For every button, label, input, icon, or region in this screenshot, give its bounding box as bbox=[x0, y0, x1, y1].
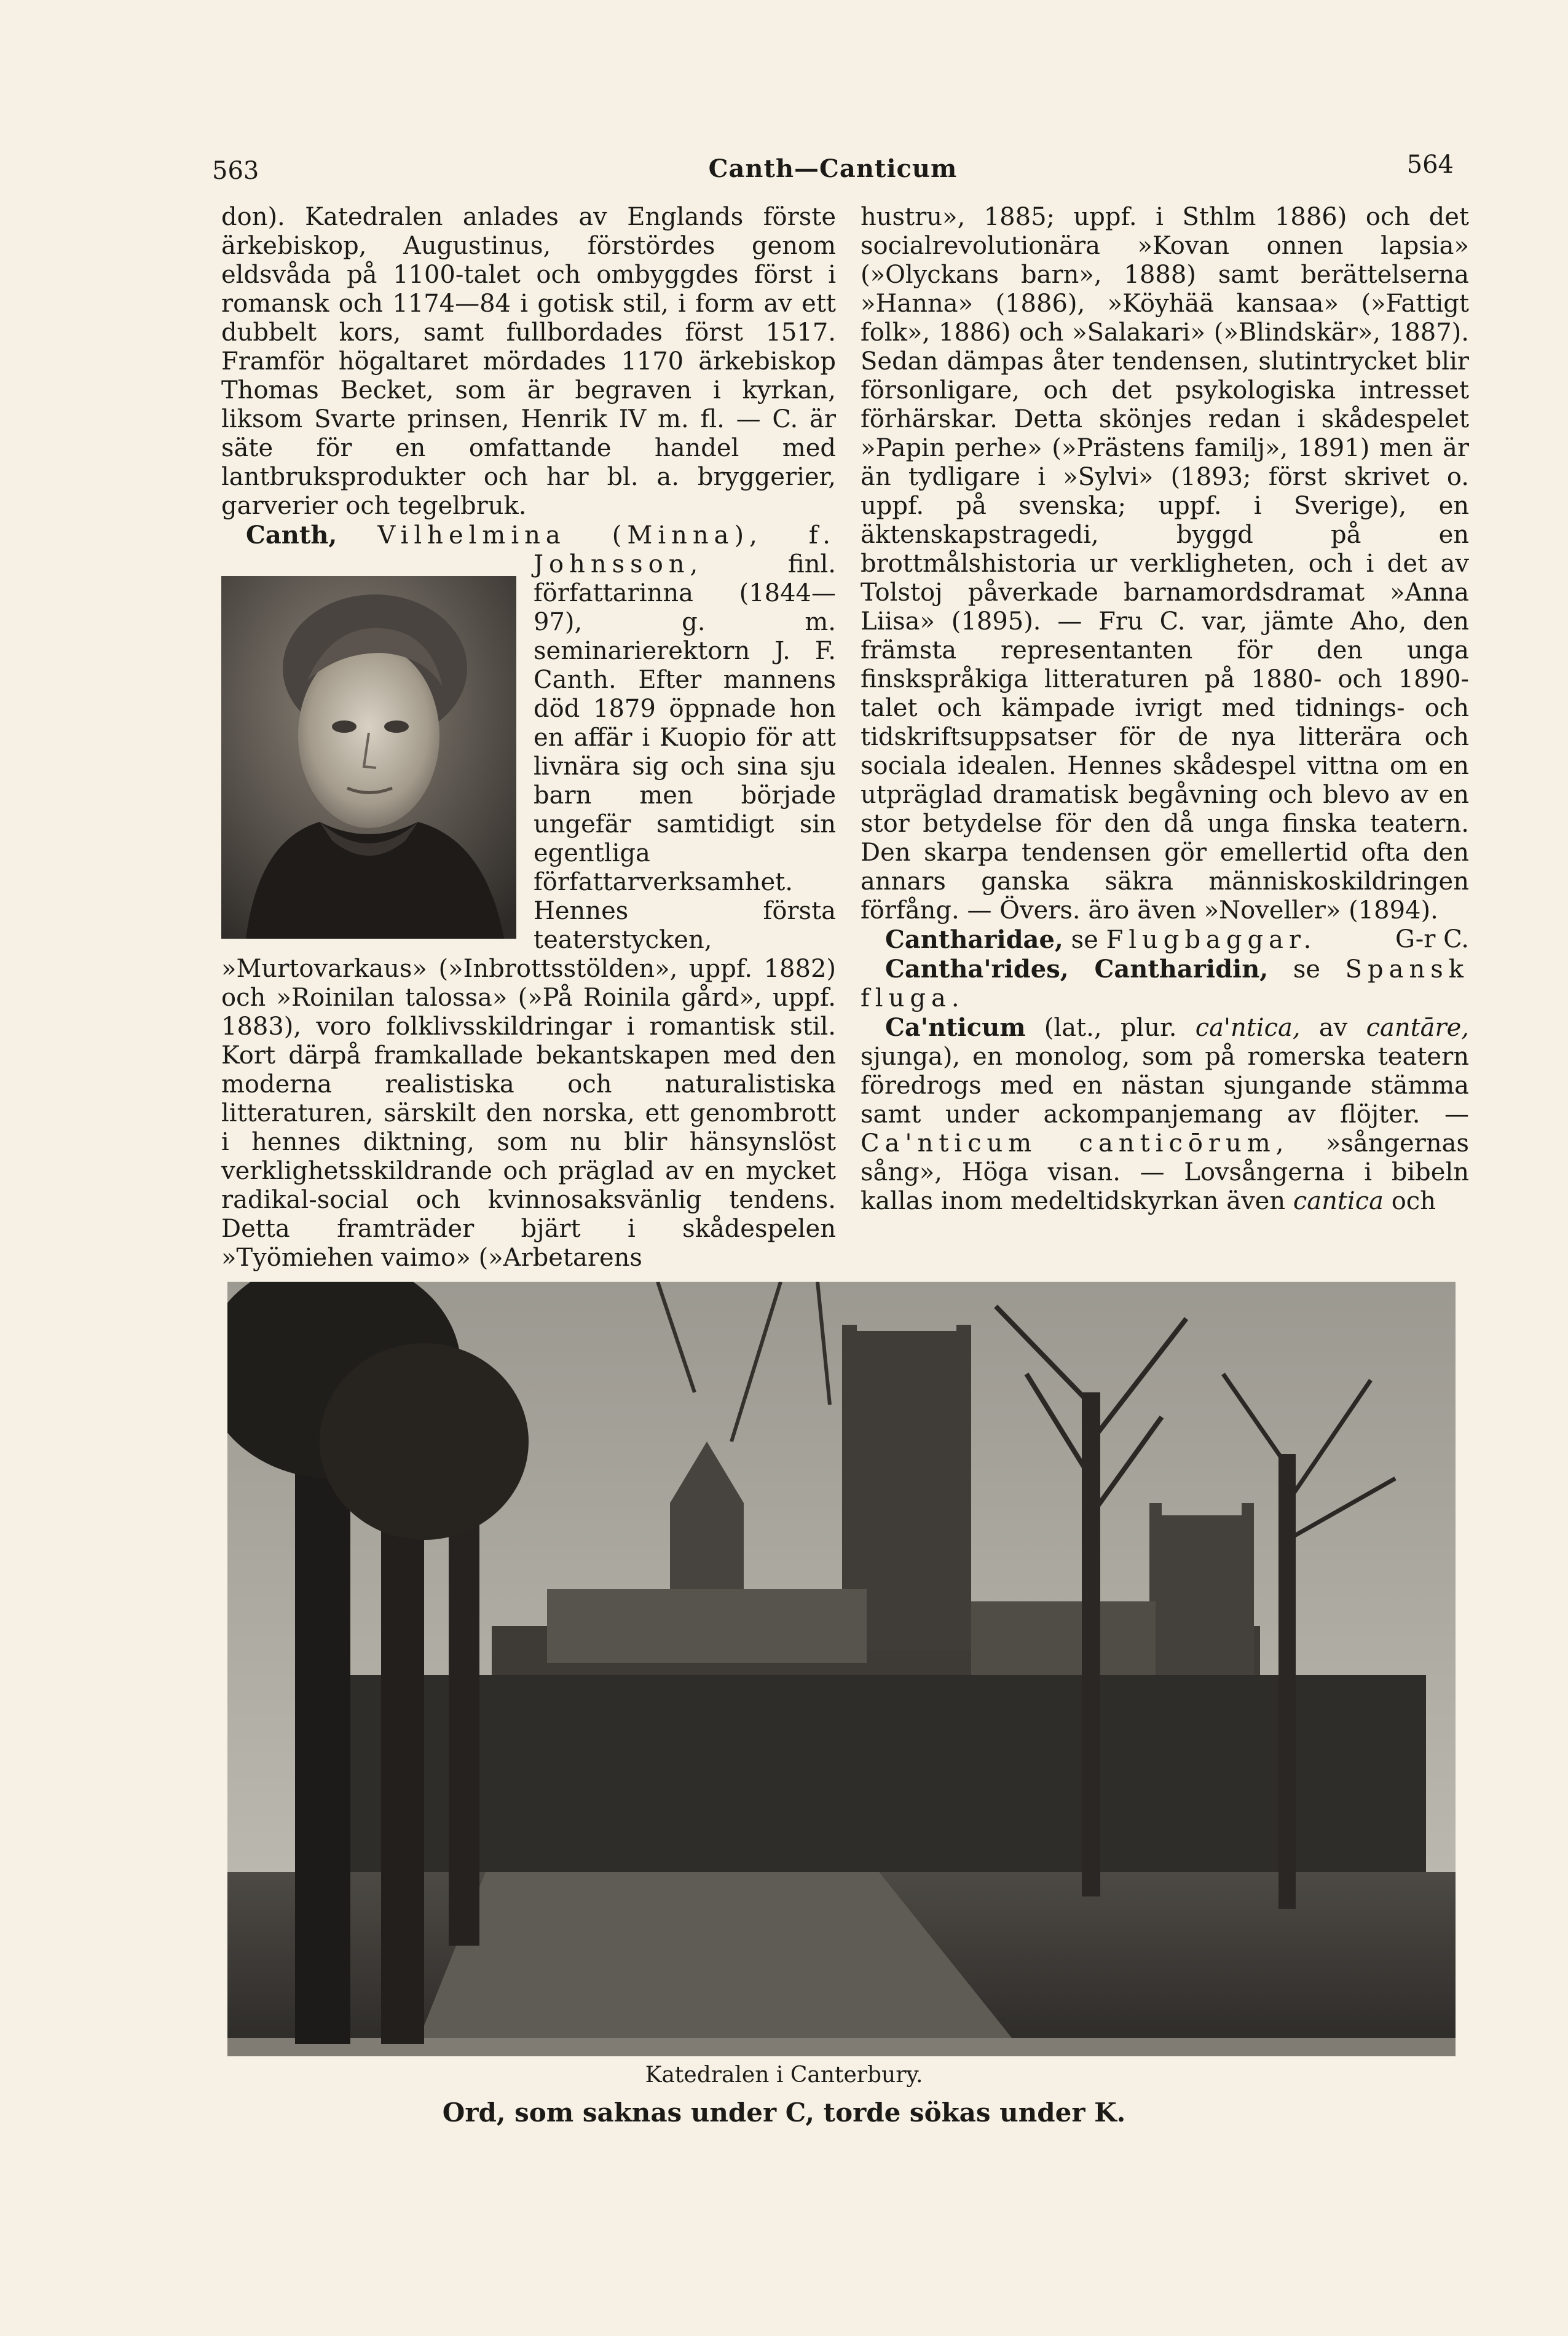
left-column bbox=[221, 203, 836, 1273]
canticum-entry bbox=[861, 1013, 1469, 1216]
canticum-cantica: cantica bbox=[1293, 1187, 1384, 1215]
canticum-text-c: av bbox=[1318, 1014, 1348, 1042]
running-header bbox=[212, 151, 1454, 194]
canth-headword: Canth, bbox=[246, 521, 337, 550]
canticum-text-a: (lat., plur. bbox=[1044, 1014, 1177, 1042]
left-page-number: 563 bbox=[212, 157, 259, 185]
cantharidae-entry bbox=[861, 925, 1469, 955]
canticum-text-i: och bbox=[1391, 1187, 1436, 1215]
canterbury-continuation: don). Katedralen anlades av Englands förste ärkebiskop, Augustinus, förstördes genom eldsvåda på 1100-talet och ombyggdes först i romansk och 1174—84 i gotisk stil, i form av ett dubbelt kors, samt fullbordades först 1517. Framför högaltaret mördades 1170 ärkebiskop Thomas Becket, som är begraven i kyrkan, liksom Svarte prinsen, Henrik IV m. fl. — C. är säte för en omfattande handel med lantbruksprodukter och har bl. a. bryggerier, garverier och tegelbruk. bbox=[221, 203, 836, 520]
canth-text: finl. författarinna (1844—97), g. m. seminarierektorn J. F. Canth. Efter mannens död 1879 öppnade hon en affär i Kuopio för att livnära sig och sina sju barn men började ungefär samtidigt sin egentliga författarverksamhet. Hennes första teaterstycken, »Murtovarkaus» (»Inbrottsstölden», uppf. 1882) och »Roinilan talossa» (»På Roinila gård», uppf. 1883), voro folklivsskildringar i romantisk stil. Kort därpå framkallade bekantskapen med den moderna realistiska och naturalistiska litteraturen, särskilt den norska, ett genombrott i hennes diktning, som nu blir hänsynslöst verklighetsskildrande och präglad av en mycket radikal-social och kvinnosaksvänlig tendens. Detta framträder bjärt i skådespelen »Työmiehen vaimo» (»Arbetarens bbox=[221, 550, 836, 1272]
canticum-text-e: sjunga), en monolog, som på romerska teatern föredrogs med en nästan sjungande stämma samt under ackompanjemang av flöjter. — bbox=[861, 1043, 1469, 1129]
cantharides-entry bbox=[861, 955, 1469, 1013]
cantharides-see: se bbox=[1293, 955, 1321, 984]
header-title: Canth—Canticum bbox=[708, 154, 958, 183]
canticum-text-g: »sångernas sång», Höga visan. — Lovsångerna i bibeln kallas inom medeltidskyrkan även bbox=[861, 1129, 1469, 1215]
cantharidae-headword: Cantharidae, bbox=[885, 925, 1063, 954]
canth-entry bbox=[221, 521, 836, 1273]
cantharides-headword: Cantha'rides, Cantharidin, bbox=[885, 955, 1269, 984]
footer-notice: Ord, som saknas under C, torde sökas under K. bbox=[442, 2097, 1126, 2128]
figure-caption: Katedralen i Canterbury. bbox=[645, 2062, 923, 2088]
cantharidae-see: se bbox=[1071, 926, 1098, 954]
canth-continuation-text: hustru», 1885; uppf. i Sthlm 1886) och det socialrevolutionära »Kovan onnen lapsia» (»Olyckans barn», 1888) samt berättelserna »Hanna» (1886), »Köyhää kansaa» (»Fattigt folk», 1886) och »Salakari» (»Blindskär», 1887). Sedan dämpas åter tendensen, slutintrycket blir försonligare, och det psykologiska intresset förhärskar. Detta skönjes redan i skådespelet »Papin perhe» (»Prästens familj», 1891) men är än tydligare i »Sylvi» (1893; först skrivet o. uppf. på svenska; uppf. i Sverige), en äktenskapstragedi, byggd på en brottmålshistoria ur verkligheten, och i det av Tolstoj påverkade barnamordsdramat »Anna Liisa» (1895). — Fru C. var, jämte Aho, den främsta representanten för den unga finskspråkiga litteraturen på 1880- och 1890-talet och kämpade ivrigt med tidnings- och tidskriftsuppsatser för de nya litterära och sociala idealen. Hennes skådespel vittna om en utpräglad dramatisk begåvning och blevo av en stor betydelse för den då unga finska teatern. Den skarpa tendensen gör emellertid ofta den annars ganska säkra människoskildringen förfång. — Övers. äro även »Noveller» (1894). bbox=[861, 203, 1469, 925]
right-page-number: 564 bbox=[1406, 151, 1454, 179]
canticum-headword: Ca'nticum bbox=[885, 1013, 1026, 1042]
canticum-plural: ca'ntica, bbox=[1195, 1014, 1301, 1042]
right-column bbox=[861, 203, 1469, 1216]
canticum-canticorum: Ca'nticum canticōrum, bbox=[861, 1129, 1290, 1158]
portrait-photo bbox=[221, 576, 516, 939]
author-signature: G-r C. bbox=[1395, 925, 1469, 953]
cantharides-reference: Spansk fluga. bbox=[861, 955, 1470, 1012]
cantharidae-reference: Flugbaggar. bbox=[1106, 926, 1317, 954]
canth-full-name: Vilhelmina (Minna), f. Johnsson, bbox=[377, 521, 837, 578]
canticum-verb: cantāre, bbox=[1366, 1014, 1470, 1042]
cathedral-photo bbox=[227, 1282, 1456, 2056]
